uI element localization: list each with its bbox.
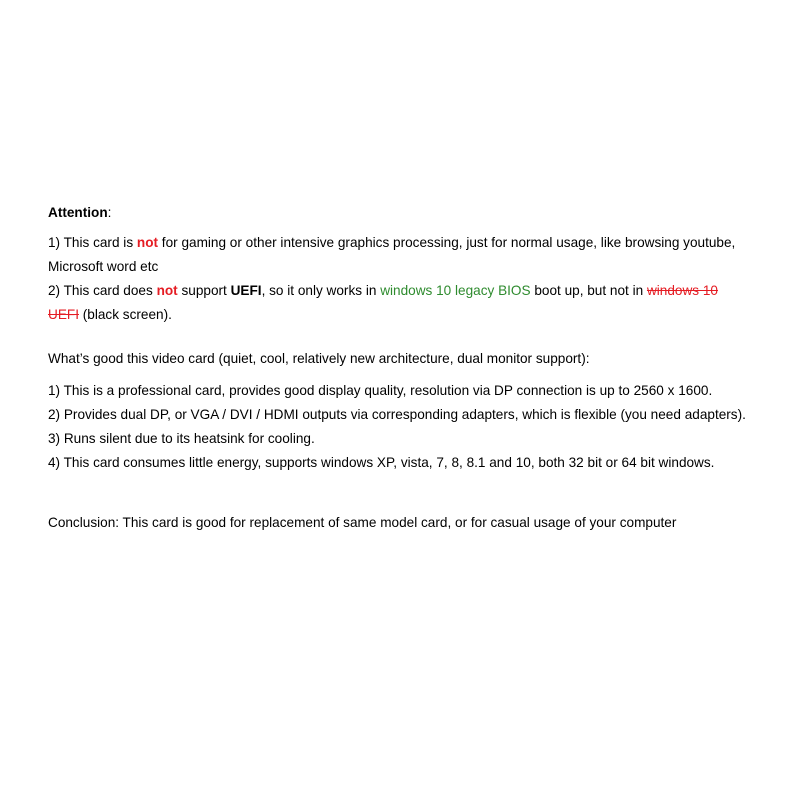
item2-legacy-bios: windows 10 legacy BIOS xyxy=(380,283,531,298)
attention-item-1-continued: Microsoft word etc xyxy=(48,259,159,274)
item2-not: not xyxy=(156,283,178,298)
document-body xyxy=(48,201,748,535)
good-item-4: 4) This card consumes little energy, supports windows XP, vista, 7, 8, 8.1 and 10, both 32 bit or 64 bit windows. xyxy=(48,455,715,470)
good-item-3: 3) Runs silent due to its heatsink for cooling. xyxy=(48,431,315,446)
item2-strike-uefi: UEFI xyxy=(48,307,79,322)
attention-title: Attention xyxy=(48,205,108,220)
good-intro: What’s good this video card (quiet, cool, relatively new architecture, dual monitor support): xyxy=(48,351,590,366)
item2-uefi: UEFI xyxy=(230,283,262,298)
attention-heading xyxy=(48,201,748,225)
item2-mid3: boot up, but not in xyxy=(530,283,647,298)
item2-mid: support xyxy=(177,283,231,298)
attention-item-2-continued xyxy=(48,303,748,327)
good-item-1: 1) This is a professional card, provides good display quality, resolution via DP connection is up to 2560 x 1600. xyxy=(48,383,713,398)
item1-pre: 1) This card is xyxy=(48,235,137,250)
item2-post: (black screen). xyxy=(78,307,172,322)
item1-post: for gaming or other intensive graphics processing, just for normal usage, like browsing youtube, xyxy=(158,235,736,250)
item2-mid2: , so it only works in xyxy=(261,283,381,298)
attention-colon: : xyxy=(107,205,112,220)
item2-pre: 2) This card does xyxy=(48,283,157,298)
attention-item-1 xyxy=(48,231,748,255)
conclusion: Conclusion: This card is good for replacement of same model card, or for casual usage of your computer xyxy=(48,515,677,530)
good-item-2: 2) Provides dual DP, or VGA / DVI / HDMI outputs via corresponding adapters, which is flexible (you need adapters). xyxy=(48,407,746,422)
item1-not: not xyxy=(136,235,159,250)
attention-item-2 xyxy=(48,279,748,303)
item2-strike-windows10: windows 10 xyxy=(646,283,718,298)
